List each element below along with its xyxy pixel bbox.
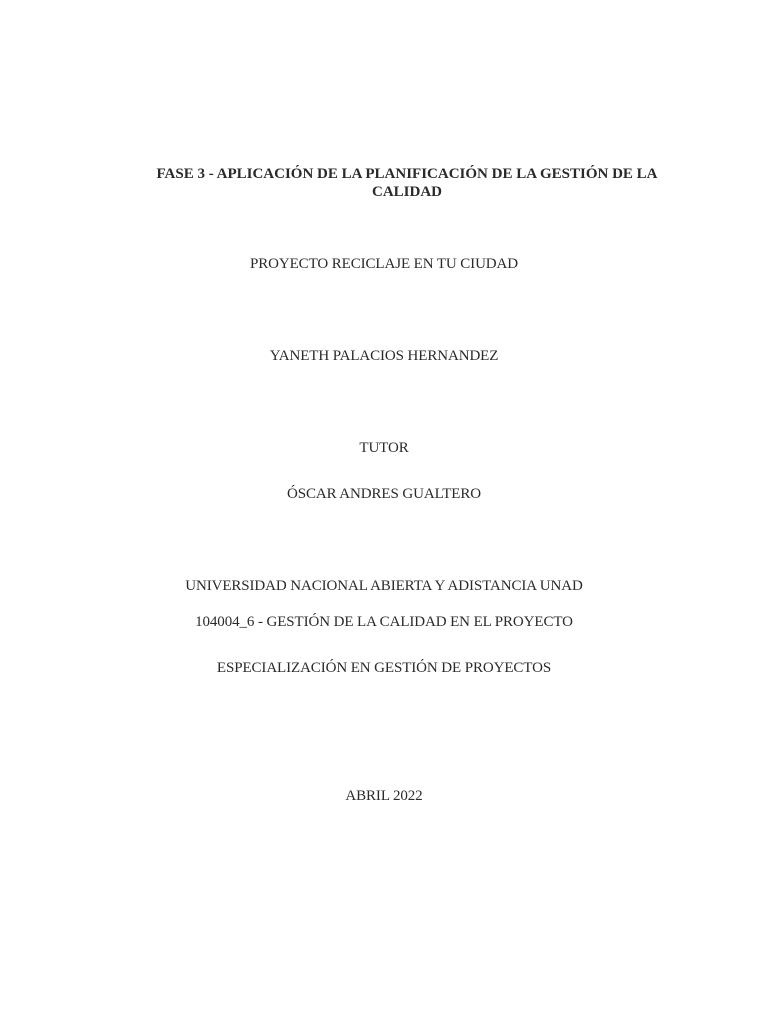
tutor-name: ÓSCAR ANDRES GUALTERO	[286, 486, 482, 502]
university-name: UNIVERSIDAD NACIONAL ABIERTA Y ADISTANCIA UNAD	[185, 578, 583, 594]
author-name: YANETH PALACIOS HERNANDEZ	[269, 348, 499, 364]
document-title: FASE 3 - APLICACIÓN DE LA PLANIFICACIÓN DE LA GESTIÓN DE LA CALIDAD	[156, 166, 658, 200]
document-date: ABRIL 2022	[345, 788, 423, 804]
tutor-label: TUTOR	[359, 440, 409, 456]
course-name: 104004_6 - GESTIÓN DE LA CALIDAD EN EL PROYECTO	[195, 614, 573, 630]
project-name: PROYECTO RECICLAJE EN TU CIUDAD	[249, 256, 519, 272]
program-name: ESPECIALIZACIÓN EN GESTIÓN DE PROYECTOS	[216, 660, 552, 676]
